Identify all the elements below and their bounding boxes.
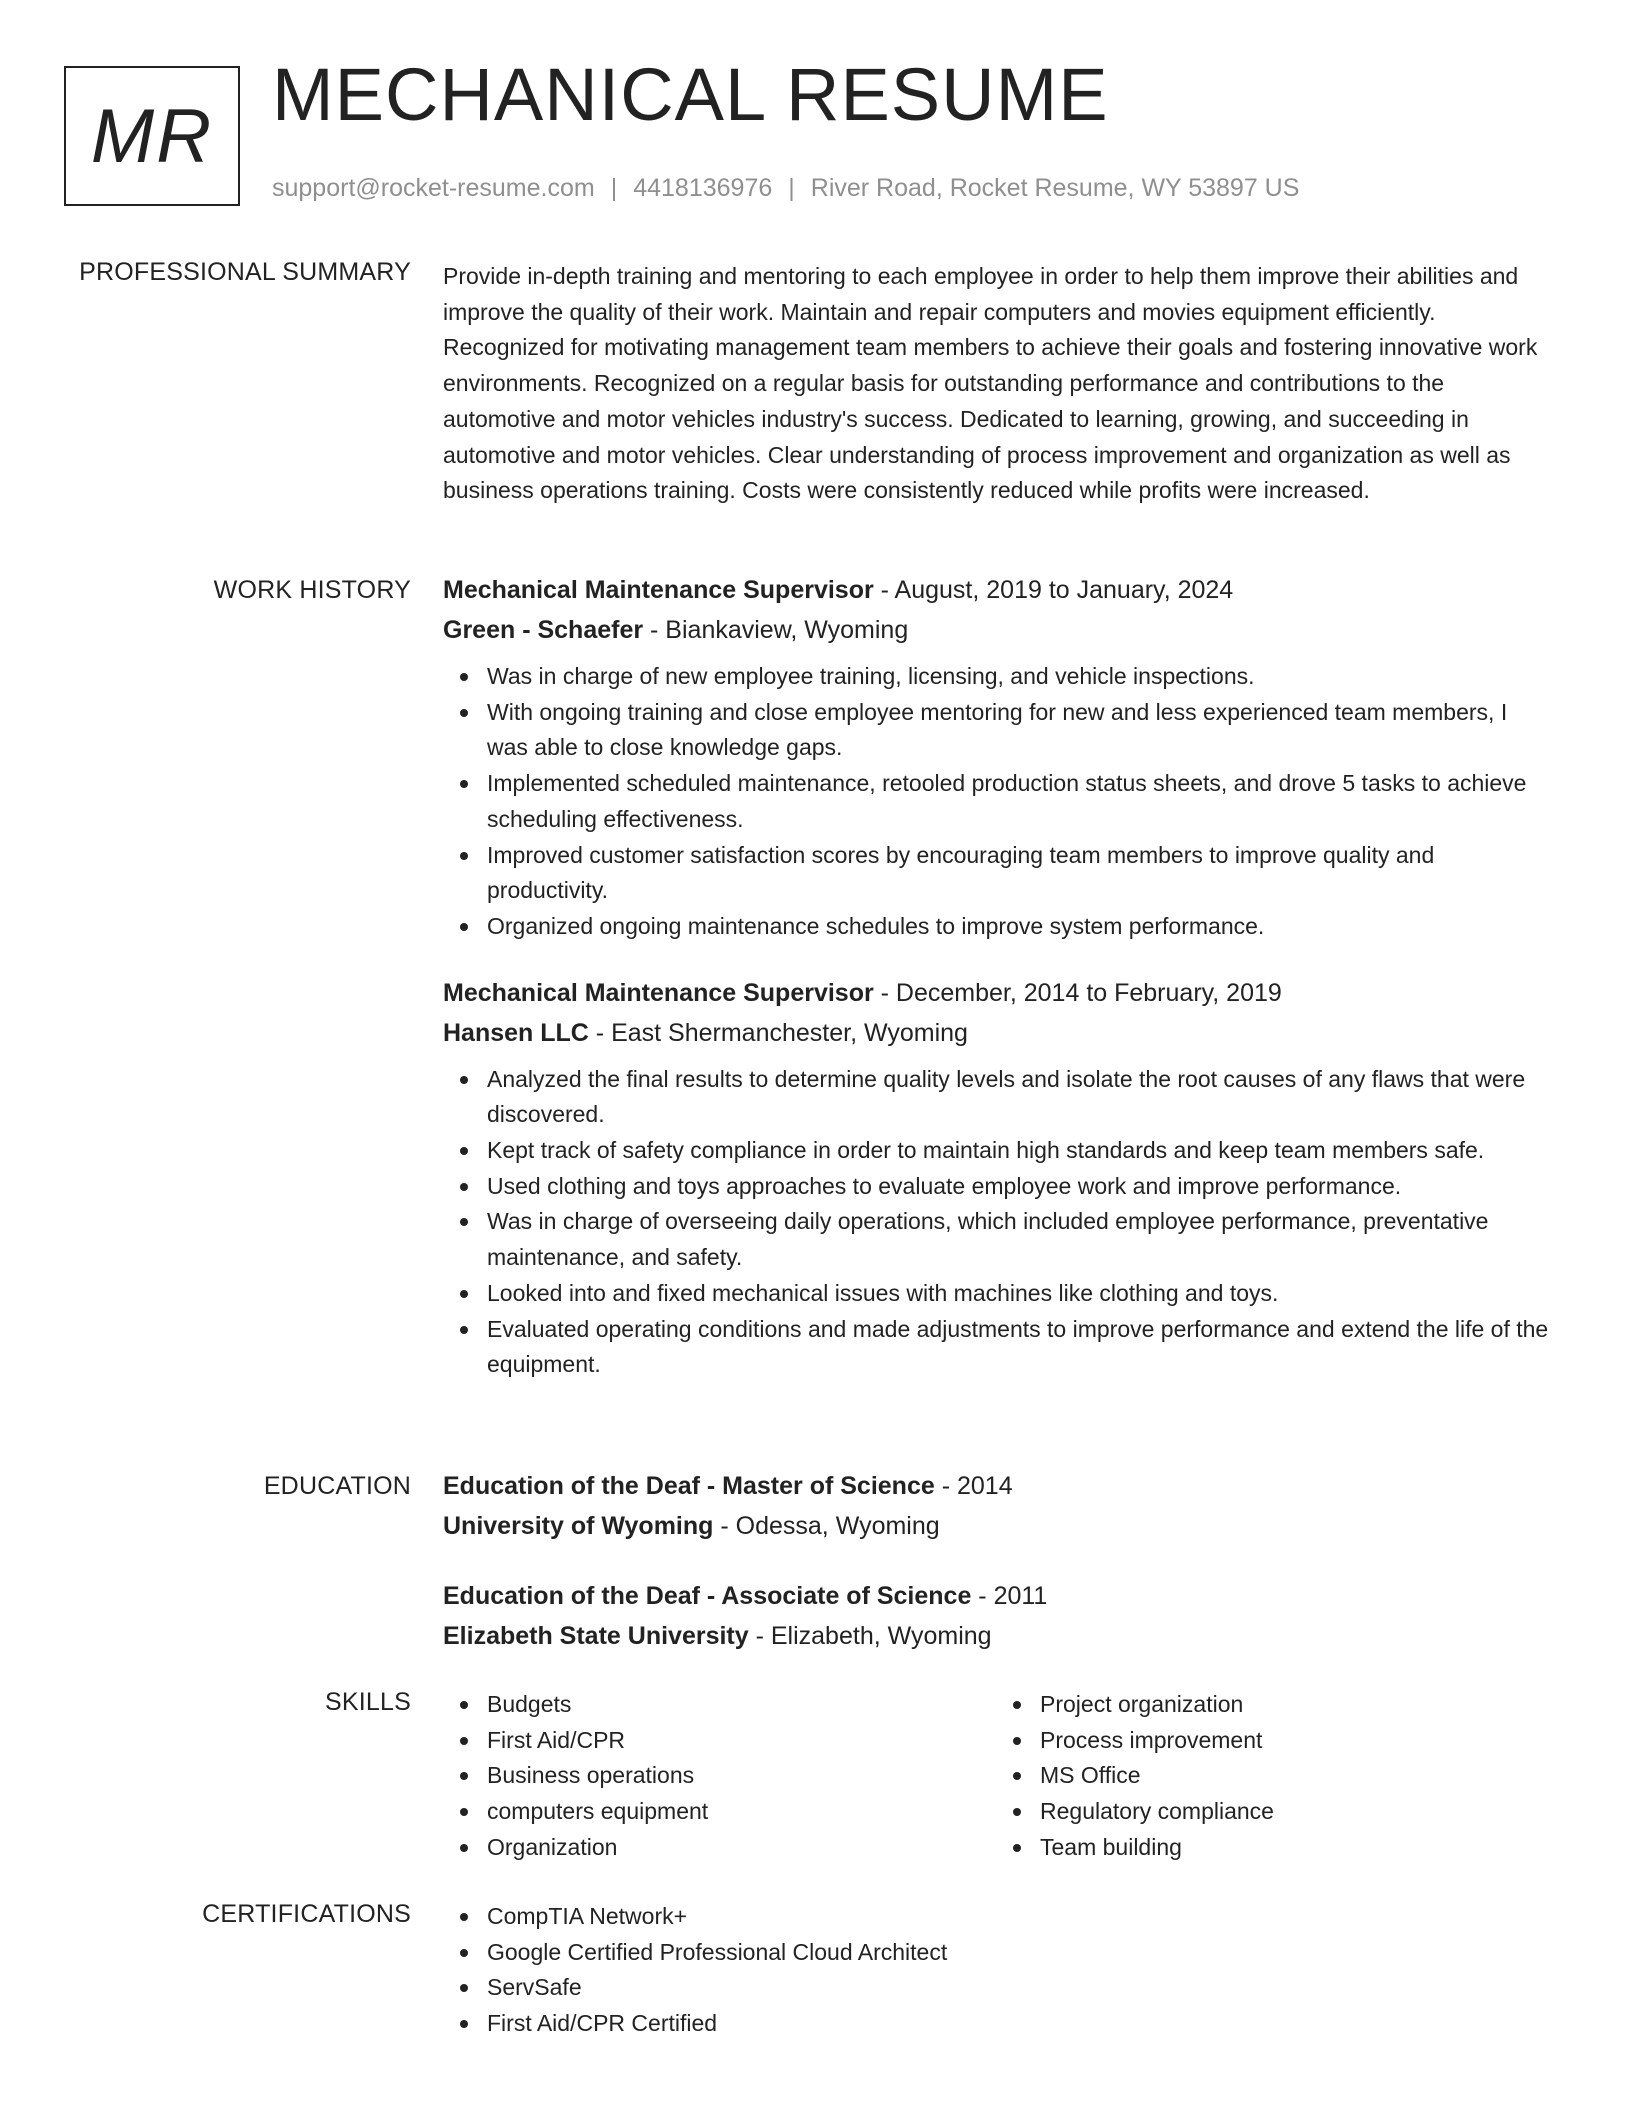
education-entry xyxy=(443,1576,1549,1656)
job-bullet: With ongoing training and close employee mentoring for new and less experienced team members, I was able to close knowledge gaps. xyxy=(487,695,1549,766)
job-bullet: Kept track of safety compliance in order to maintain high standards and keep team members safe. xyxy=(487,1133,1549,1169)
contact-separator: | xyxy=(788,174,795,202)
job-company: Green - Schaefer xyxy=(443,616,644,644)
job-dates: - August, 2019 to January, 2024 xyxy=(873,576,1234,604)
skill-item: Business operations xyxy=(487,1758,996,1794)
job-title: Mechanical Maintenance Supervisor xyxy=(443,978,874,1007)
skills-body xyxy=(443,1687,1549,1866)
skills-columns xyxy=(443,1687,1549,1866)
job-bullets xyxy=(443,659,1549,945)
section-label-work-history: WORK HISTORY xyxy=(213,576,411,604)
job-company: Hansen LLC xyxy=(443,1018,589,1047)
education-year: - 2014 xyxy=(934,1472,1013,1500)
work-history-body xyxy=(443,570,1549,1405)
section-label-summary: PROFESSIONAL SUMMARY xyxy=(79,258,411,286)
job-bullet: Looked into and fixed mechanical issues with machines like clothing and toys. xyxy=(487,1276,1549,1312)
certification-item: ServSafe xyxy=(487,1970,1549,2006)
certification-item: Google Certified Professional Cloud Architect xyxy=(487,1935,1549,1971)
education-school: University of Wyoming xyxy=(443,1512,714,1540)
education-degree: Education of the Deaf - Associate of Science xyxy=(443,1582,972,1610)
certification-item: First Aid/CPR Certified xyxy=(487,2006,1549,2042)
job-employer xyxy=(443,610,1549,650)
job-dates: - December, 2014 to February, 2019 xyxy=(873,978,1282,1007)
contact-address: River Road, Rocket Resume, WY 53897 US xyxy=(810,174,1300,202)
skill-item: First Aid/CPR xyxy=(487,1723,996,1759)
job-heading xyxy=(443,973,1549,1013)
education-year: - 2011 xyxy=(971,1582,1048,1610)
job-bullet: Used clothing and toys approaches to evaluate employee work and improve performance. xyxy=(487,1169,1549,1205)
skill-item: computers equipment xyxy=(487,1794,996,1830)
job-bullet: Analyzed the final results to determine quality levels and isolate the root causes of any flaws that were discovered. xyxy=(487,1062,1549,1133)
job-bullet: Implemented scheduled maintenance, retooled production status sheets, and drove 5 tasks to achieve scheduling effectiveness. xyxy=(487,766,1549,837)
skill-item: Organization xyxy=(487,1830,996,1866)
education-degree: Education of the Deaf - Master of Science xyxy=(443,1472,935,1500)
skill-item: Regulatory compliance xyxy=(1040,1794,1549,1830)
job-location: - Biankaview, Wyoming xyxy=(643,616,909,644)
job-location: - East Shermanchester, Wyoming xyxy=(588,1018,968,1047)
job-entry xyxy=(443,570,1549,945)
monogram-logo: MR xyxy=(64,66,240,206)
certifications-list xyxy=(443,1899,1549,2042)
certification-item: CompTIA Network+ xyxy=(487,1899,1549,1935)
contact-separator: | xyxy=(610,174,618,202)
skill-item: MS Office xyxy=(1040,1758,1549,1794)
education-heading xyxy=(443,1576,1549,1616)
job-entry xyxy=(443,973,1549,1383)
job-bullet: Organized ongoing maintenance schedules to improve system performance. xyxy=(487,909,1549,945)
skills-list-left xyxy=(443,1687,996,1866)
job-bullets xyxy=(443,1062,1549,1383)
education-heading xyxy=(443,1466,1549,1506)
skill-item: Project organization xyxy=(1040,1687,1549,1723)
section-label-skills: SKILLS xyxy=(325,1688,411,1716)
contact-phone: 4418136976 xyxy=(633,174,773,202)
skill-item: Team building xyxy=(1040,1830,1549,1866)
summary-body xyxy=(443,259,1549,509)
job-bullet: Improved customer satisfaction scores by encouraging team members to improve quality and productivity. xyxy=(487,838,1549,909)
job-bullet: Was in charge of new employee training, licensing, and vehicle inspections. xyxy=(487,659,1549,695)
education-location: - Elizabeth, Wyoming xyxy=(748,1622,992,1650)
contact-line xyxy=(272,174,1299,203)
skill-item: Budgets xyxy=(487,1687,996,1723)
education-location: - Odessa, Wyoming xyxy=(713,1512,940,1540)
education-school: Elizabeth State University xyxy=(443,1622,749,1650)
contact-email: support@rocket-resume.com xyxy=(272,174,595,202)
education-body xyxy=(443,1466,1549,1678)
certifications-body xyxy=(443,1899,1549,2042)
summary-text: Provide in-depth training and mentoring to each employee in order to help them improve their abilities and improve the quality of their work. Maintain and repair computers and movies equipment efficiently. Recognized for motivating management team members to achieve their goals and fostering innovative work environments. Recognized on a regular basis for outstanding performance and contributions to the automotive and motor vehicles industry's success. Dedicated to learning, growing, and succeeding in automotive and motor vehicles. Clear understanding of process improvement and organization as well as business operations training. Costs were consistently reduced while profits were increased. xyxy=(443,263,1538,504)
job-bullet: Evaluated operating conditions and made adjustments to improve performance and extend the life of the equipment. xyxy=(487,1312,1549,1383)
job-heading xyxy=(443,570,1549,610)
job-bullet: Was in charge of overseeing daily operations, which included employee performance, preventative maintenance, and safety. xyxy=(487,1204,1549,1275)
section-label-certifications: CERTIFICATIONS xyxy=(202,1900,411,1928)
section-label-education: EDUCATION xyxy=(263,1472,411,1500)
skills-list-right xyxy=(996,1687,1549,1866)
resume-name: MECHANICAL RESUME xyxy=(272,53,1109,136)
education-entry xyxy=(443,1466,1549,1546)
job-title: Mechanical Maintenance Supervisor xyxy=(443,576,874,604)
job-employer xyxy=(443,1013,1549,1053)
skill-item: Process improvement xyxy=(1040,1723,1549,1759)
education-school-line xyxy=(443,1506,1549,1546)
education-school-line xyxy=(443,1616,1549,1656)
